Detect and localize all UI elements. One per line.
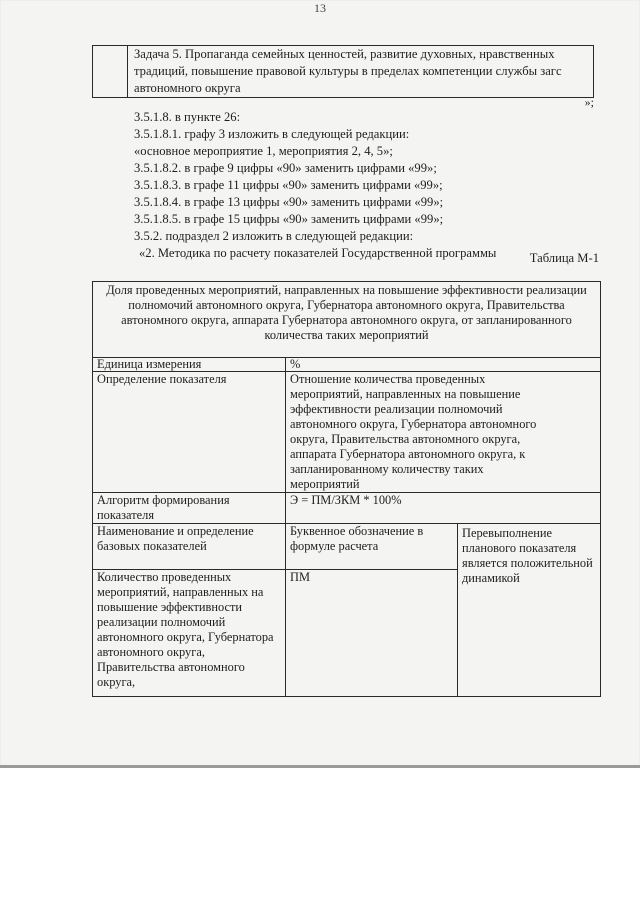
amendment-line: 3.5.1.8.5. в графе 15 цифры «90» заменить цифрами «99»;: [134, 212, 444, 226]
section-heading: «2. Методика по расчету показателей Государственной программы: [139, 246, 497, 260]
amendment-line: 3.5.1.8. в пункте 26:: [134, 110, 241, 124]
task-number-cell: [93, 46, 128, 98]
unit-label: Единица измерения: [93, 358, 286, 372]
metric-title: Доля проведенных мероприятий, направленных на повышение эффективности реализации полномочий автономного округа, Губернатора автономного округа, Правительства автономного округа, аппарата Губернатора автономного округа, от запланированного количества таких мероприятий: [93, 282, 601, 358]
task-table: [92, 45, 594, 98]
metric-title-row: [93, 282, 601, 358]
amendment-lines: [134, 109, 496, 262]
unit-value: %: [286, 358, 601, 372]
amendment-line: 3.5.1.8.1. графу 3 изложить в следующей редакции:: [134, 127, 410, 141]
count-label: Количество проведенных мероприятий, направленных на повышение эффективности реализации полномочий автономного округа, Губернатора автономного округа, Правительства автономного округа,: [93, 570, 286, 697]
letter-designation-label: Буквенное обозначение в формуле расчета: [286, 524, 458, 570]
closing-quote-mark: »;: [584, 95, 594, 109]
page-number: 13: [314, 1, 326, 15]
task-row: [93, 46, 594, 98]
definition-label: Определение показателя: [93, 372, 286, 493]
amendment-line: 3.5.1.8.4. в графе 13 цифры «90» заменить цифрами «99»;: [134, 195, 444, 209]
amendment-line: 3.5.1.8.3. в графе 11 цифры «90» заменить цифрами «99»;: [134, 178, 443, 192]
metric-table: [92, 281, 601, 697]
unit-row: [93, 358, 601, 372]
definition-value: Отношение количества проведенных мероприятий, направленных на повышение эффективности реализации полномочий автономного округа, Губернатора автономного округа, Правительства автономного округа, аппарата Губернатора автономного округа, к запланированному количеству таких мероприятий: [286, 372, 601, 493]
amendment-line: 3.5.1.8.2. в графе 9 цифры «90» заменить цифрами «99»;: [134, 161, 437, 175]
algorithm-row: [93, 493, 601, 524]
count-letter: ПМ: [286, 570, 458, 697]
algorithm-value: Э = ПМ/ЗКМ * 100%: [286, 493, 601, 524]
algorithm-label: Алгоритм формирования показателя: [93, 493, 286, 524]
base-indicators-row: [93, 524, 601, 570]
amendment-line: «основное мероприятие 1, мероприятия 2, 4, 5»;: [134, 144, 393, 158]
amendment-line: 3.5.2. подраздел 2 изложить в следующей редакции:: [134, 229, 414, 243]
task-text: Задача 5. Пропаганда семейных ценностей, развитие духовных, нравственных традиций, повышение правовой культуры в пределах компетенции службы загс автономного округа: [128, 46, 594, 98]
definition-row: [93, 372, 601, 493]
base-indicators-label: Наименование и определение базовых показателей: [93, 524, 286, 570]
dynamics-note: Перевыполнение планового показателя является положительной динамикой: [458, 524, 601, 697]
table-caption: Таблица М-1: [529, 251, 599, 265]
